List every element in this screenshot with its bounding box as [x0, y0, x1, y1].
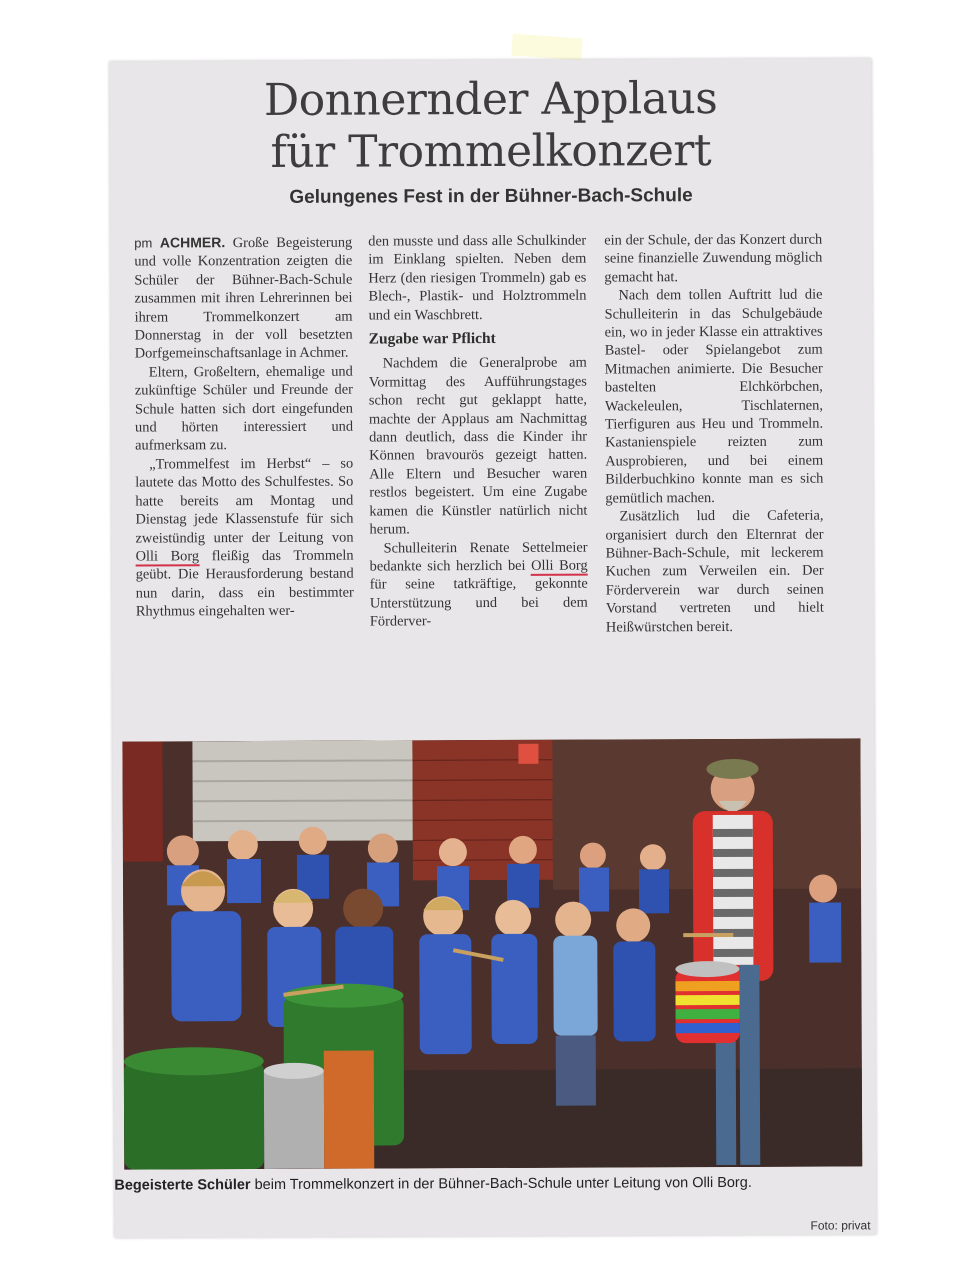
photo-caption: [114, 1172, 876, 1195]
rainbow-drum: [675, 961, 739, 1043]
article-headline: [109, 72, 871, 179]
paragraph: Eltern, Großeltern, ehemalige und zukünftige Schüler und Freunde der Schule hatten sich dort eingefunden und hörten interessiert und aufmerksam zu.: [134, 363, 354, 455]
exit-sign: [518, 744, 538, 764]
striped-shirt: [713, 815, 754, 965]
photo-credit: Foto: privat: [810, 1218, 871, 1233]
article-column-3: [604, 231, 824, 637]
article-subtitle: Gelungenes Fest in der Bühner-Bach-Schule: [289, 185, 693, 208]
underlined-name: Olli Borg: [531, 557, 588, 574]
article-column-1: [134, 233, 354, 621]
tape-strip: [511, 34, 582, 61]
article-column-2: [368, 232, 588, 631]
paragraph: [135, 454, 354, 621]
headline-line-2: für Trommelkonzert: [270, 125, 712, 178]
paragraph: ein der Schule, der das Konzert durch seine finanzielle Zuwendung möglich gemacht hat.: [604, 231, 823, 286]
dateline-location: ACHMER.: [159, 234, 226, 251]
paragraph: Nachdem die Generalprobe am Vormittag des Aufführungstages schon recht gut geklappt hatte, machte der Applaus am Nachmittag dann deutlich, dass die Kinder ihr Können bravourös gezeigt hatten. Alle Eltern und Besucher waren restlos begeistert. Um eine Zugabe kamen die Künstler natürlich nicht herum.: [368, 355, 588, 538]
paragraph: [134, 233, 353, 364]
paragraph: Zusätzlich lud die Cafeteria, organisiert durch den Elternrat der Bühner-Bach-Schule, mit leckerem Kuchen zum Verweilen ein. Der Förderverein war durch seinen Vorstand vertreten und hielt Heißwürstchen bereit.: [605, 507, 824, 636]
photo-illustration: [122, 738, 862, 1169]
paragraph-text: fleißig das Trommeln geübt. Die Herausforderung bestand nun darin, dass ein bestimmter Rhythmus eingehalten wer-: [135, 547, 354, 620]
brick-wall-left: [122, 741, 163, 861]
paragraph: den musste und dass alle Schulkinder im Einklang spielten. Neben dem Herz (den riesigen Trommeln) gab es Blech-, Plastik- und Holztrommeln und ein Waschbrett.: [368, 232, 587, 324]
paragraph-text: Schulleiterin Renate Settelmeier bedankte sich herzlich bei: [369, 539, 588, 575]
caption-lead: Begeisterte Schüler: [114, 1177, 251, 1194]
section-heading: Zugabe war Pflicht: [368, 330, 496, 348]
headline-line-1: Donnernder Applaus: [263, 73, 718, 126]
article-photo: [122, 738, 862, 1169]
byline: pm: [134, 235, 153, 251]
paragraph-text: Große Begeisterung und volle Konzentration zeigten die Schüler der Bühner-Bach-Schule zusammen mit ihren Lehrerinnen bei ihrem Trommelkonzert am Donnerstag in der voll besetzten Dorfgemeinschaftsanlage in Achmer.: [134, 234, 353, 362]
paragraph: Nach dem tollen Auftritt lud die Schulleiterin in das Schulgebäude ein, wo in jeder Klasse ein attraktives Bastel- oder Spielangebot zum Mitmachen animierte. Die Besucher bastelten Elchkörbchen, Wackeleulen, Tischlaternen, Tierfiguren aus Heu und Trommeln. Kastanienspiele reizten zum Ausprobieren, und bei einem Bilderbuchkino konnte man es sich gemütlich machen.: [604, 286, 824, 507]
caption-text: beim Trommelkonzert in der Bühner-Bach-Schule unter Leitung von Olli Borg.: [250, 1174, 752, 1194]
paragraph-text: für seine tatkräftige, gekonnte Unterstützung und bei dem Förderver-: [369, 575, 588, 630]
paragraph-text: „Trommelfest im Herbst“ – so lautete das Motto des Schulfestes. So hatte bereits am Montag und Dienstag jede Klassenstufe für sich zweistündig unter der Leitung von: [135, 455, 354, 547]
paragraph: [370, 538, 588, 631]
roller-door: [192, 740, 412, 841]
newspaper-clipping: [109, 58, 876, 1237]
underlined-name: Olli Borg: [135, 548, 200, 565]
